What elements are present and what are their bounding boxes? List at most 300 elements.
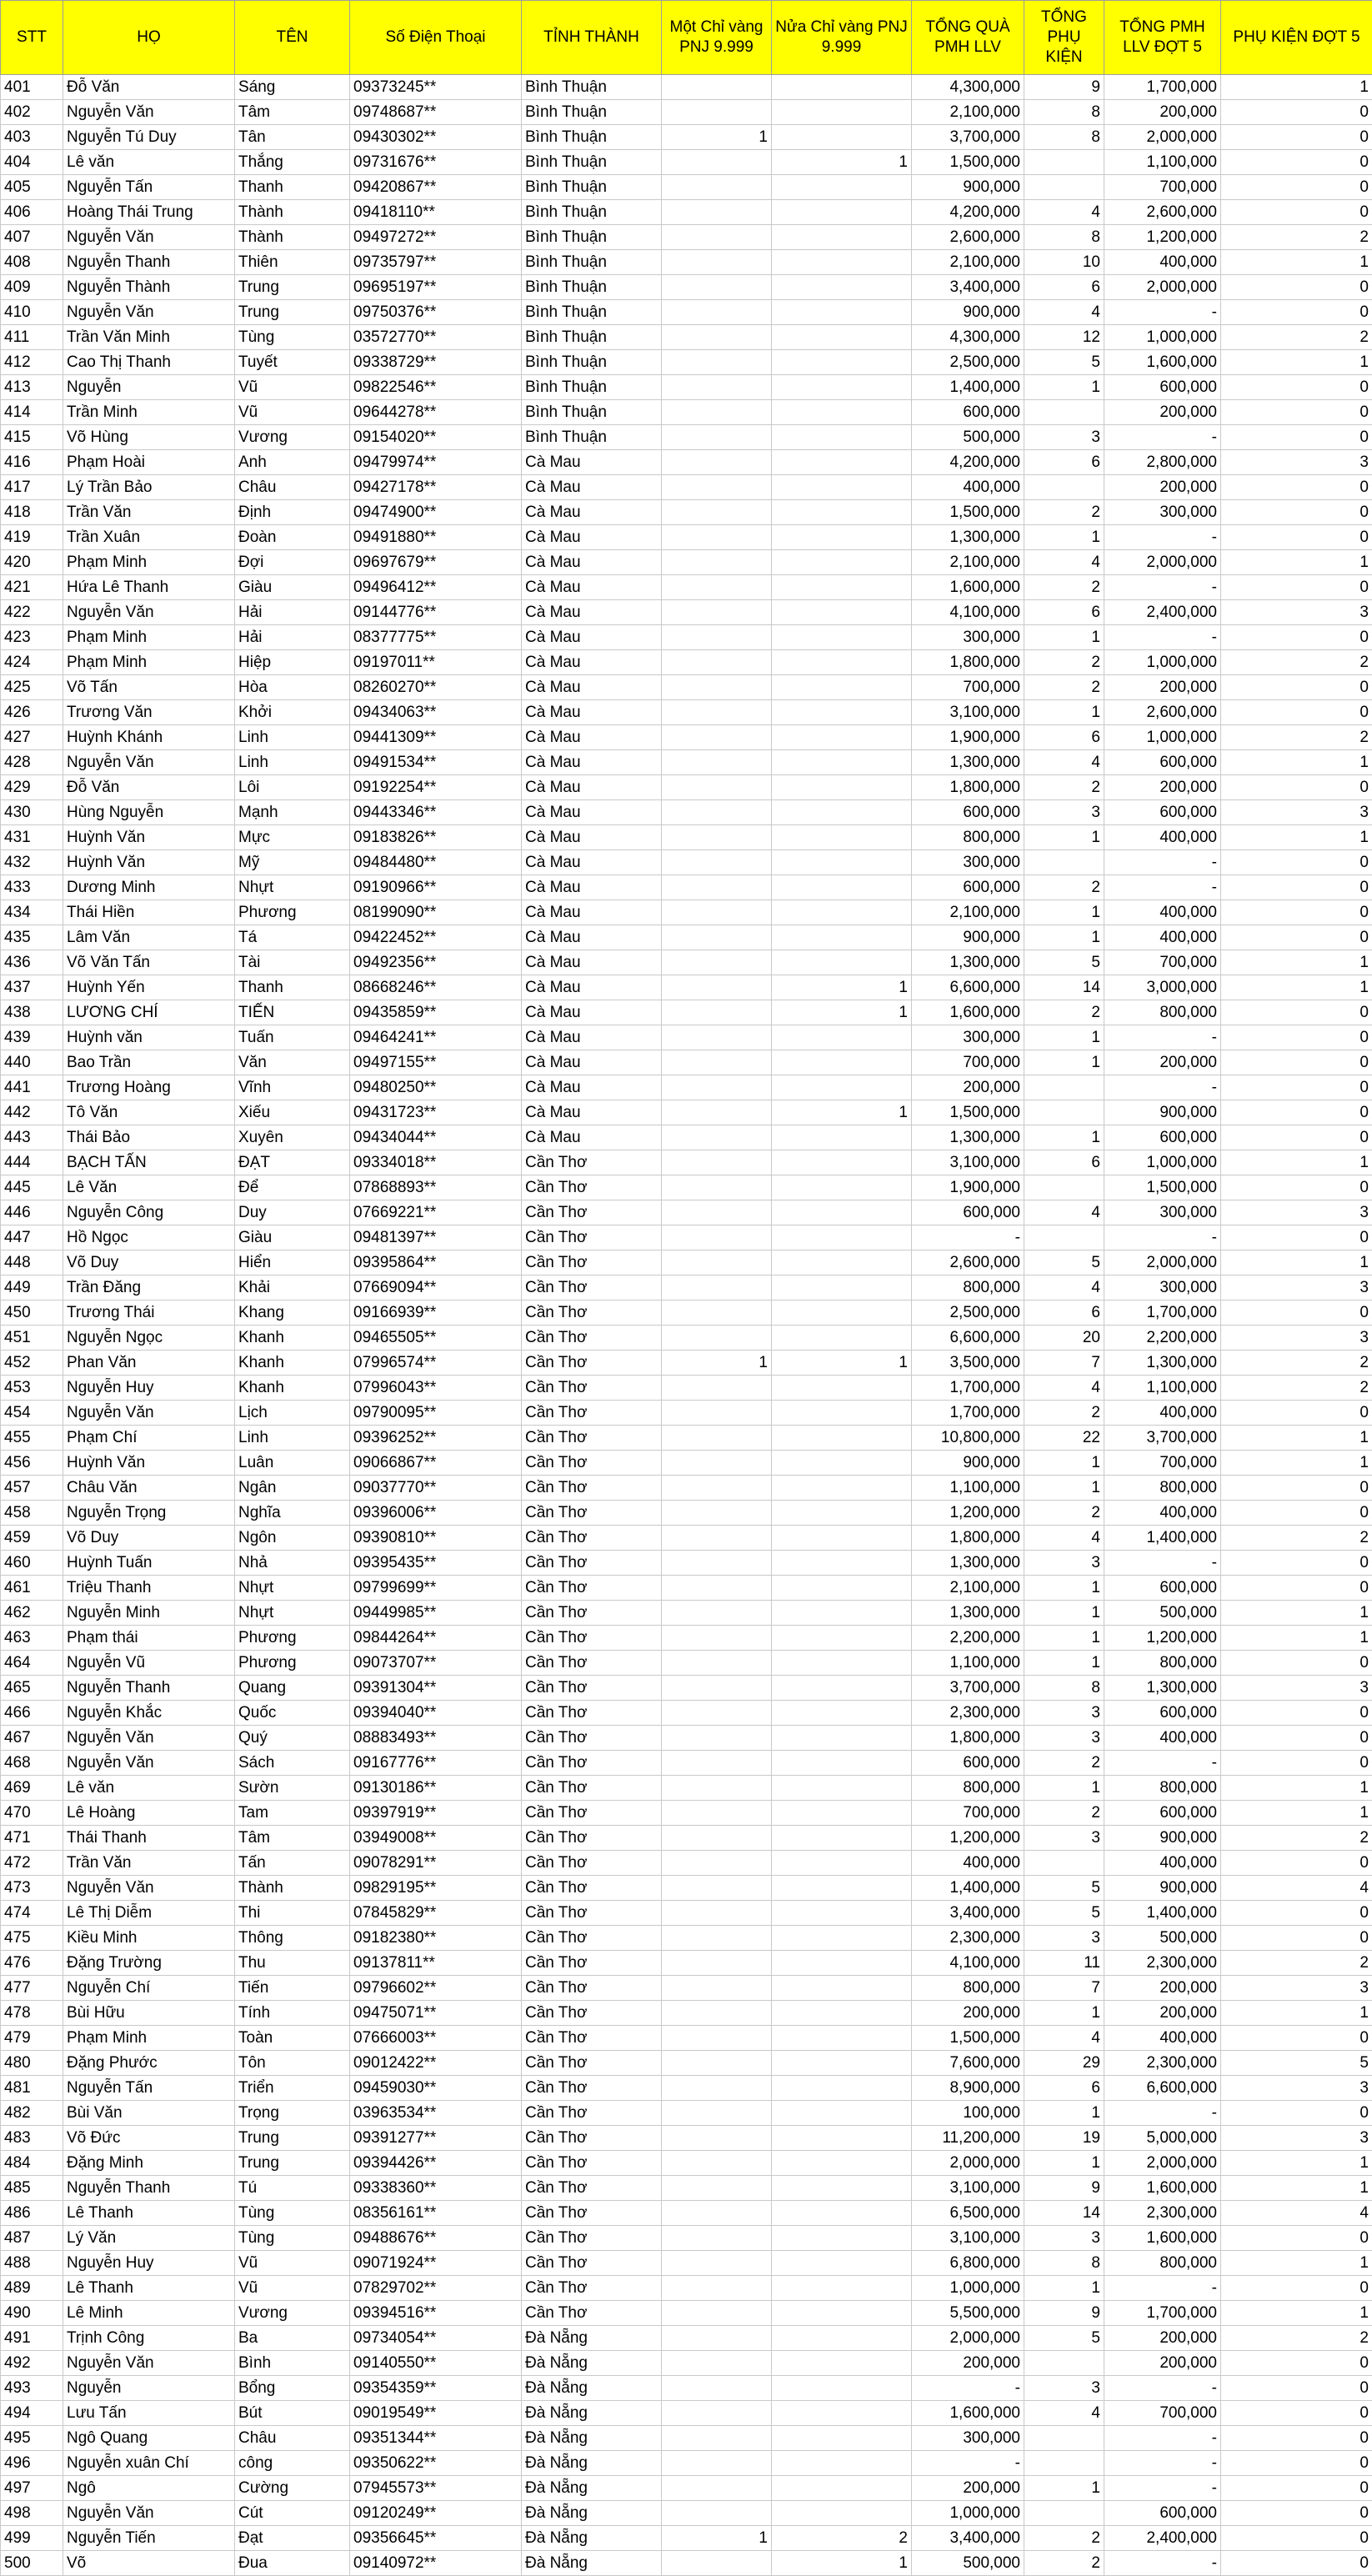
pmh-dot5-cell[interactable]: 400,000 [1104,2026,1221,2051]
nua-chi-cell[interactable] [772,1676,912,1701]
mot-chi-cell[interactable] [662,2226,772,2251]
phone-cell[interactable]: 09183826** [350,825,522,850]
tong-phu-kien-cell[interactable]: 12 [1024,325,1104,350]
stt-cell[interactable]: 494 [1,2401,63,2426]
tong-qua-cell[interactable]: 3,100,000 [912,2176,1024,2201]
nua-chi-cell[interactable] [772,2201,912,2226]
ho-cell[interactable]: Nguyễn Ngọc [63,1326,235,1351]
mot-chi-cell[interactable] [662,1000,772,1025]
stt-cell[interactable]: 419 [1,525,63,550]
phone-cell[interactable]: 09420867** [350,175,522,200]
ho-cell[interactable]: Nguyễn Vũ [63,1651,235,1676]
stt-cell[interactable]: 459 [1,1526,63,1551]
nua-chi-cell[interactable] [772,2126,912,2151]
province-cell[interactable]: Cà Mau [522,725,662,750]
ten-cell[interactable]: Hải [235,625,350,650]
phu-kien-dot5-cell[interactable]: 0 [1221,1301,1372,1326]
pmh-dot5-cell[interactable]: 3,700,000 [1104,1426,1221,1451]
nua-chi-cell[interactable] [772,1551,912,1576]
phu-kien-dot5-cell[interactable]: 1 [1221,2176,1372,2201]
pmh-dot5-cell[interactable]: - [1104,1225,1221,1250]
ten-cell[interactable]: Tấn [235,1851,350,1876]
mot-chi-cell[interactable] [662,2176,772,2201]
mot-chi-cell[interactable] [662,1751,772,1776]
tong-phu-kien-cell[interactable]: 9 [1024,2301,1104,2326]
nua-chi-cell[interactable] [772,1275,912,1301]
tong-qua-cell[interactable]: 600,000 [912,875,1024,900]
phu-kien-dot5-cell[interactable]: 0 [1221,1476,1372,1501]
stt-cell[interactable]: 408 [1,250,63,275]
pmh-dot5-cell[interactable]: 700,000 [1104,1451,1221,1476]
nua-chi-cell[interactable] [772,875,912,900]
phone-cell[interactable]: 09012422** [350,2051,522,2076]
phone-cell[interactable]: 09373245** [350,75,522,100]
mot-chi-cell[interactable]: 1 [662,125,772,150]
ho-cell[interactable]: BẠCH TẤN [63,1150,235,1175]
phu-kien-dot5-cell[interactable]: 0 [1221,425,1372,450]
ho-cell[interactable]: Đặng Trường [63,1951,235,1976]
ho-cell[interactable]: Nguyễn Tấn [63,2076,235,2101]
ten-cell[interactable]: Đoàn [235,525,350,550]
phone-cell[interactable]: 08356161** [350,2201,522,2226]
stt-cell[interactable]: 445 [1,1175,63,1200]
ho-cell[interactable]: Đặng Phước [63,2051,235,2076]
tong-phu-kien-cell[interactable]: 5 [1024,950,1104,975]
ten-cell[interactable]: Thanh [235,175,350,200]
ten-cell[interactable]: Trung [235,2126,350,2151]
ho-cell[interactable]: Nguyễn Công [63,1200,235,1225]
mot-chi-cell[interactable] [662,1551,772,1576]
phu-kien-dot5-cell[interactable]: 0 [1221,2526,1372,2551]
phone-cell[interactable]: 09396252** [350,1426,522,1451]
phu-kien-dot5-cell[interactable]: 0 [1221,900,1372,925]
pmh-dot5-cell[interactable]: 1,200,000 [1104,225,1221,250]
province-cell[interactable]: Cần Thơ [522,1676,662,1701]
ho-cell[interactable]: Nguyễn Văn [63,1876,235,1901]
phone-cell[interactable]: 09338360** [350,2176,522,2201]
phone-cell[interactable]: 09491880** [350,525,522,550]
tong-phu-kien-cell[interactable]: 20 [1024,1326,1104,1351]
tong-qua-cell[interactable]: 6,600,000 [912,1326,1024,1351]
mot-chi-cell[interactable] [662,75,772,100]
phu-kien-dot5-cell[interactable]: 2 [1221,650,1372,675]
tong-qua-cell[interactable]: 1,700,000 [912,1401,1024,1426]
nua-chi-cell[interactable] [772,1125,912,1150]
tong-phu-kien-cell[interactable]: 1 [1024,1050,1104,1075]
ho-cell[interactable]: Lê văn [63,1776,235,1801]
stt-cell[interactable]: 430 [1,800,63,825]
pmh-dot5-cell[interactable]: 2,400,000 [1104,2526,1221,2551]
nua-chi-cell[interactable] [772,1626,912,1651]
ten-cell[interactable]: Mực [235,825,350,850]
phone-cell[interactable]: 09427178** [350,475,522,500]
tong-qua-cell[interactable]: 200,000 [912,1075,1024,1100]
ho-cell[interactable]: Huỳnh Văn [63,1451,235,1476]
ten-cell[interactable]: Anh [235,450,350,475]
mot-chi-cell[interactable] [662,225,772,250]
phone-cell[interactable]: 09488676** [350,2226,522,2251]
tong-phu-kien-cell[interactable]: 19 [1024,2126,1104,2151]
ten-cell[interactable]: Thành [235,225,350,250]
nua-chi-cell[interactable] [772,500,912,525]
tong-qua-cell[interactable]: 500,000 [912,2551,1024,2576]
ten-cell[interactable]: Phương [235,1626,350,1651]
stt-cell[interactable]: 442 [1,1100,63,1125]
pmh-dot5-cell[interactable]: 700,000 [1104,950,1221,975]
nua-chi-cell[interactable] [772,1701,912,1726]
ten-cell[interactable]: Văn [235,1050,350,1075]
tong-qua-cell[interactable]: 1,000,000 [912,2501,1024,2526]
phone-cell[interactable]: 09790095** [350,1401,522,1426]
phu-kien-dot5-cell[interactable]: 0 [1221,1501,1372,1526]
ho-cell[interactable]: Triệu Thanh [63,1576,235,1601]
mot-chi-cell[interactable] [662,2301,772,2326]
ho-cell[interactable]: Bao Trần [63,1050,235,1075]
stt-cell[interactable]: 471 [1,1826,63,1851]
tong-phu-kien-cell[interactable]: 3 [1024,1701,1104,1726]
phone-cell[interactable]: 07829702** [350,2276,522,2301]
stt-cell[interactable]: 402 [1,100,63,125]
ten-cell[interactable]: Bút [235,2401,350,2426]
nua-chi-cell[interactable] [772,900,912,925]
stt-cell[interactable]: 453 [1,1376,63,1401]
tong-qua-cell[interactable]: 1,500,000 [912,150,1024,175]
phu-kien-dot5-cell[interactable]: 0 [1221,1851,1372,1876]
stt-cell[interactable]: 423 [1,625,63,650]
province-cell[interactable]: Cà Mau [522,1075,662,1100]
nua-chi-cell[interactable] [772,1576,912,1601]
tong-qua-cell[interactable]: 800,000 [912,1976,1024,2001]
pmh-dot5-cell[interactable]: 1,100,000 [1104,150,1221,175]
province-cell[interactable]: Cà Mau [522,525,662,550]
tong-qua-cell[interactable]: 1,300,000 [912,1601,1024,1626]
stt-cell[interactable]: 493 [1,2376,63,2401]
stt-cell[interactable]: 483 [1,2126,63,2151]
phone-cell[interactable]: 07669221** [350,1200,522,1225]
stt-cell[interactable]: 460 [1,1551,63,1576]
ten-cell[interactable]: Trung [235,300,350,325]
pmh-dot5-cell[interactable]: 1,100,000 [1104,1376,1221,1401]
pmh-dot5-cell[interactable]: 2,000,000 [1104,1250,1221,1275]
ten-cell[interactable]: Khang [235,1301,350,1326]
stt-cell[interactable]: 417 [1,475,63,500]
mot-chi-cell[interactable] [662,1275,772,1301]
province-cell[interactable]: Cần Thơ [522,1326,662,1351]
ten-cell[interactable]: Ba [235,2326,350,2351]
mot-chi-cell[interactable] [662,1501,772,1526]
phone-cell[interactable]: 09197011** [350,650,522,675]
tong-qua-cell[interactable]: 1,800,000 [912,775,1024,800]
tong-phu-kien-cell[interactable]: 6 [1024,600,1104,625]
pmh-dot5-cell[interactable]: 600,000 [1104,2501,1221,2526]
mot-chi-cell[interactable] [662,2451,772,2476]
mot-chi-cell[interactable] [662,2251,772,2276]
pmh-dot5-cell[interactable]: 1,000,000 [1104,1150,1221,1175]
pmh-dot5-cell[interactable]: 600,000 [1104,800,1221,825]
province-cell[interactable]: Cần Thơ [522,1626,662,1651]
pmh-dot5-cell[interactable]: 1,700,000 [1104,2301,1221,2326]
tong-phu-kien-cell[interactable]: 4 [1024,300,1104,325]
phone-cell[interactable]: 09697679** [350,550,522,575]
tong-qua-cell[interactable]: 3,100,000 [912,2226,1024,2251]
tong-phu-kien-cell[interactable]: 5 [1024,1876,1104,1901]
phu-kien-dot5-cell[interactable]: 1 [1221,350,1372,375]
tong-qua-cell[interactable]: 700,000 [912,1801,1024,1826]
stt-cell[interactable]: 461 [1,1576,63,1601]
nua-chi-cell[interactable] [772,250,912,275]
stt-cell[interactable]: 451 [1,1326,63,1351]
phone-cell[interactable]: 09443346** [350,800,522,825]
ho-cell[interactable]: Lý Trần Bảo [63,475,235,500]
phone-cell[interactable]: 08199090** [350,900,522,925]
tong-phu-kien-cell[interactable]: 1 [1024,1125,1104,1150]
nua-chi-cell[interactable] [772,600,912,625]
tong-qua-cell[interactable]: 1,600,000 [912,1000,1024,1025]
phu-kien-dot5-cell[interactable]: 1 [1221,1451,1372,1476]
phone-cell[interactable]: 09394516** [350,2301,522,2326]
tong-phu-kien-cell[interactable]: 1 [1024,1626,1104,1651]
mot-chi-cell[interactable] [662,400,772,425]
province-cell[interactable]: Cần Thơ [522,1976,662,2001]
phone-cell[interactable]: 09492356** [350,950,522,975]
phone-cell[interactable]: 09120249** [350,2501,522,2526]
nua-chi-cell[interactable] [772,1326,912,1351]
ho-cell[interactable]: Lê Văn [63,1175,235,1200]
nua-chi-cell[interactable] [772,2051,912,2076]
phu-kien-dot5-cell[interactable]: 3 [1221,800,1372,825]
province-cell[interactable]: Cần Thơ [522,1526,662,1551]
phu-kien-dot5-cell[interactable]: 1 [1221,550,1372,575]
tong-phu-kien-cell[interactable]: 8 [1024,225,1104,250]
stt-cell[interactable]: 439 [1,1025,63,1050]
pmh-dot5-cell[interactable]: 1,000,000 [1104,325,1221,350]
tong-qua-cell[interactable]: 2,300,000 [912,1926,1024,1951]
nua-chi-cell[interactable]: 1 [772,150,912,175]
nua-chi-cell[interactable]: 1 [772,1100,912,1125]
nua-chi-cell[interactable] [772,100,912,125]
tong-qua-cell[interactable]: 1,300,000 [912,525,1024,550]
ho-cell[interactable]: Phan Văn [63,1351,235,1376]
tong-qua-cell[interactable]: 1,100,000 [912,1476,1024,1501]
ten-cell[interactable]: Cường [235,2476,350,2501]
stt-cell[interactable]: 487 [1,2226,63,2251]
phone-cell[interactable]: 09497272** [350,225,522,250]
phone-cell[interactable]: 09396006** [350,1501,522,1526]
phu-kien-dot5-cell[interactable]: 0 [1221,150,1372,175]
ten-cell[interactable]: Mỹ [235,850,350,875]
tong-qua-cell[interactable]: 2,100,000 [912,900,1024,925]
stt-cell[interactable]: 425 [1,675,63,700]
phone-cell[interactable]: 09140972** [350,2551,522,2576]
phu-kien-dot5-cell[interactable]: 0 [1221,1926,1372,1951]
tong-phu-kien-cell[interactable]: 3 [1024,1726,1104,1751]
ten-cell[interactable]: Duy [235,1200,350,1225]
tong-phu-kien-cell[interactable] [1024,1851,1104,1876]
stt-cell[interactable]: 433 [1,875,63,900]
phu-kien-dot5-cell[interactable]: 0 [1221,2451,1372,2476]
stt-cell[interactable]: 491 [1,2326,63,2351]
phu-kien-dot5-cell[interactable]: 0 [1221,300,1372,325]
phone-cell[interactable]: 09480250** [350,1075,522,1100]
phone-cell[interactable]: 09822546** [350,375,522,400]
pmh-dot5-cell[interactable]: 2,800,000 [1104,450,1221,475]
ten-cell[interactable]: Tâm [235,1826,350,1851]
ho-cell[interactable]: Phạm Minh [63,650,235,675]
stt-cell[interactable]: 486 [1,2201,63,2226]
phu-kien-dot5-cell[interactable]: 0 [1221,1901,1372,1926]
tong-phu-kien-cell[interactable] [1024,150,1104,175]
stt-cell[interactable]: 476 [1,1951,63,1976]
phone-cell[interactable]: 09019549** [350,2401,522,2426]
pmh-dot5-cell[interactable]: - [1104,2276,1221,2301]
mot-chi-cell[interactable] [662,2376,772,2401]
stt-cell[interactable]: 447 [1,1225,63,1250]
mot-chi-cell[interactable] [662,425,772,450]
tong-qua-cell[interactable]: 900,000 [912,175,1024,200]
nua-chi-cell[interactable] [772,1301,912,1326]
pmh-dot5-cell[interactable]: - [1104,525,1221,550]
ho-cell[interactable]: Nguyễn Thanh [63,1676,235,1701]
nua-chi-cell[interactable] [772,1851,912,1876]
mot-chi-cell[interactable] [662,1175,772,1200]
phu-kien-dot5-cell[interactable]: 0 [1221,475,1372,500]
province-cell[interactable]: Cần Thơ [522,1150,662,1175]
pmh-dot5-cell[interactable]: - [1104,1025,1221,1050]
tong-phu-kien-cell[interactable]: 2 [1024,775,1104,800]
pmh-dot5-cell[interactable]: - [1104,875,1221,900]
mot-chi-cell[interactable] [662,1576,772,1601]
ho-cell[interactable]: Lưu Tấn [63,2401,235,2426]
pmh-dot5-cell[interactable]: 200,000 [1104,400,1221,425]
nua-chi-cell[interactable] [772,2351,912,2376]
stt-cell[interactable]: 498 [1,2501,63,2526]
stt-cell[interactable]: 432 [1,850,63,875]
nua-chi-cell[interactable] [772,375,912,400]
mot-chi-cell[interactable] [662,1075,772,1100]
stt-cell[interactable]: 462 [1,1601,63,1626]
nua-chi-cell[interactable] [772,475,912,500]
province-cell[interactable]: Bình Thuận [522,75,662,100]
province-cell[interactable]: Cần Thơ [522,1751,662,1776]
tong-qua-cell[interactable]: 7,600,000 [912,2051,1024,2076]
nua-chi-cell[interactable] [772,2426,912,2451]
stt-cell[interactable]: 406 [1,200,63,225]
pmh-dot5-cell[interactable]: 800,000 [1104,1651,1221,1676]
phone-cell[interactable]: 09431723** [350,1100,522,1125]
ho-cell[interactable]: Huỳnh Khánh [63,725,235,750]
tong-qua-cell[interactable]: 1,800,000 [912,650,1024,675]
mot-chi-cell[interactable] [662,750,772,775]
ten-cell[interactable]: Hòa [235,675,350,700]
phone-cell[interactable]: 09154020** [350,425,522,450]
ten-cell[interactable]: Phương [235,900,350,925]
pmh-dot5-cell[interactable]: - [1104,2376,1221,2401]
phone-cell[interactable]: 09190966** [350,875,522,900]
tong-qua-cell[interactable]: 1,400,000 [912,1876,1024,1901]
province-cell[interactable]: Cần Thơ [522,1851,662,1876]
pmh-dot5-cell[interactable]: 6,600,000 [1104,2076,1221,2101]
tong-qua-cell[interactable]: 3,700,000 [912,125,1024,150]
province-cell[interactable]: Bình Thuận [522,350,662,375]
tong-qua-cell[interactable]: 1,500,000 [912,500,1024,525]
stt-cell[interactable]: 492 [1,2351,63,2376]
ten-cell[interactable]: Linh [235,750,350,775]
mot-chi-cell[interactable] [662,850,772,875]
phone-cell[interactable]: 03963534** [350,2101,522,2126]
tong-phu-kien-cell[interactable]: 3 [1024,2376,1104,2401]
phone-cell[interactable]: 09430302** [350,125,522,150]
phone-cell[interactable]: 03572770** [350,325,522,350]
nua-chi-cell[interactable] [772,2301,912,2326]
phu-kien-dot5-cell[interactable]: 0 [1221,675,1372,700]
phu-kien-dot5-cell[interactable]: 0 [1221,775,1372,800]
mot-chi-cell[interactable] [662,725,772,750]
ten-cell[interactable]: Thông [235,1926,350,1951]
tong-phu-kien-cell[interactable]: 4 [1024,1376,1104,1401]
tong-qua-cell[interactable]: 700,000 [912,1050,1024,1075]
tong-phu-kien-cell[interactable] [1024,850,1104,875]
ho-cell[interactable]: Nguyễn Văn [63,750,235,775]
phone-cell[interactable]: 09829195** [350,1876,522,1901]
mot-chi-cell[interactable] [662,325,772,350]
pmh-dot5-cell[interactable]: 2,300,000 [1104,2201,1221,2226]
pmh-dot5-cell[interactable]: 2,300,000 [1104,1951,1221,1976]
pmh-dot5-cell[interactable]: 500,000 [1104,1601,1221,1626]
stt-cell[interactable]: 456 [1,1451,63,1476]
ho-cell[interactable]: Phạm Hoài [63,450,235,475]
header-pmh-dot5[interactable]: TỔNG PMH LLV ĐỢT 5 [1104,1,1221,75]
phone-cell[interactable]: 09144776** [350,600,522,625]
province-cell[interactable]: Cà Mau [522,875,662,900]
tong-phu-kien-cell[interactable]: 8 [1024,1676,1104,1701]
phu-kien-dot5-cell[interactable]: 2 [1221,325,1372,350]
nua-chi-cell[interactable] [772,2001,912,2026]
province-cell[interactable]: Bình Thuận [522,225,662,250]
phu-kien-dot5-cell[interactable]: 0 [1221,525,1372,550]
mot-chi-cell[interactable] [662,1476,772,1501]
nua-chi-cell[interactable]: 1 [772,1000,912,1025]
phone-cell[interactable]: 09338729** [350,350,522,375]
pmh-dot5-cell[interactable]: 800,000 [1104,1476,1221,1501]
nua-chi-cell[interactable] [772,1601,912,1626]
tong-phu-kien-cell[interactable]: 2 [1024,1000,1104,1025]
tong-phu-kien-cell[interactable]: 10 [1024,250,1104,275]
province-cell[interactable]: Đà Nẵng [522,2501,662,2526]
stt-cell[interactable]: 407 [1,225,63,250]
stt-cell[interactable]: 488 [1,2251,63,2276]
phone-cell[interactable]: 07669094** [350,1275,522,1301]
mot-chi-cell[interactable] [662,875,772,900]
tong-qua-cell[interactable]: 2,100,000 [912,250,1024,275]
phu-kien-dot5-cell[interactable]: 1 [1221,2251,1372,2276]
tong-phu-kien-cell[interactable] [1024,1225,1104,1250]
nua-chi-cell[interactable] [772,1426,912,1451]
phu-kien-dot5-cell[interactable]: 3 [1221,1275,1372,1301]
tong-qua-cell[interactable]: 1,200,000 [912,1501,1024,1526]
province-cell[interactable]: Cà Mau [522,1100,662,1125]
tong-phu-kien-cell[interactable]: 3 [1024,1926,1104,1951]
phone-cell[interactable]: 09491534** [350,750,522,775]
phu-kien-dot5-cell[interactable]: 0 [1221,1576,1372,1601]
ten-cell[interactable]: TIẾN [235,1000,350,1025]
province-cell[interactable]: Cần Thơ [522,1250,662,1275]
province-cell[interactable]: Cà Mau [522,1050,662,1075]
tong-phu-kien-cell[interactable]: 4 [1024,750,1104,775]
mot-chi-cell[interactable] [662,1125,772,1150]
ten-cell[interactable]: Định [235,500,350,525]
phone-cell[interactable]: 09351344** [350,2426,522,2451]
province-cell[interactable]: Cần Thơ [522,1401,662,1426]
